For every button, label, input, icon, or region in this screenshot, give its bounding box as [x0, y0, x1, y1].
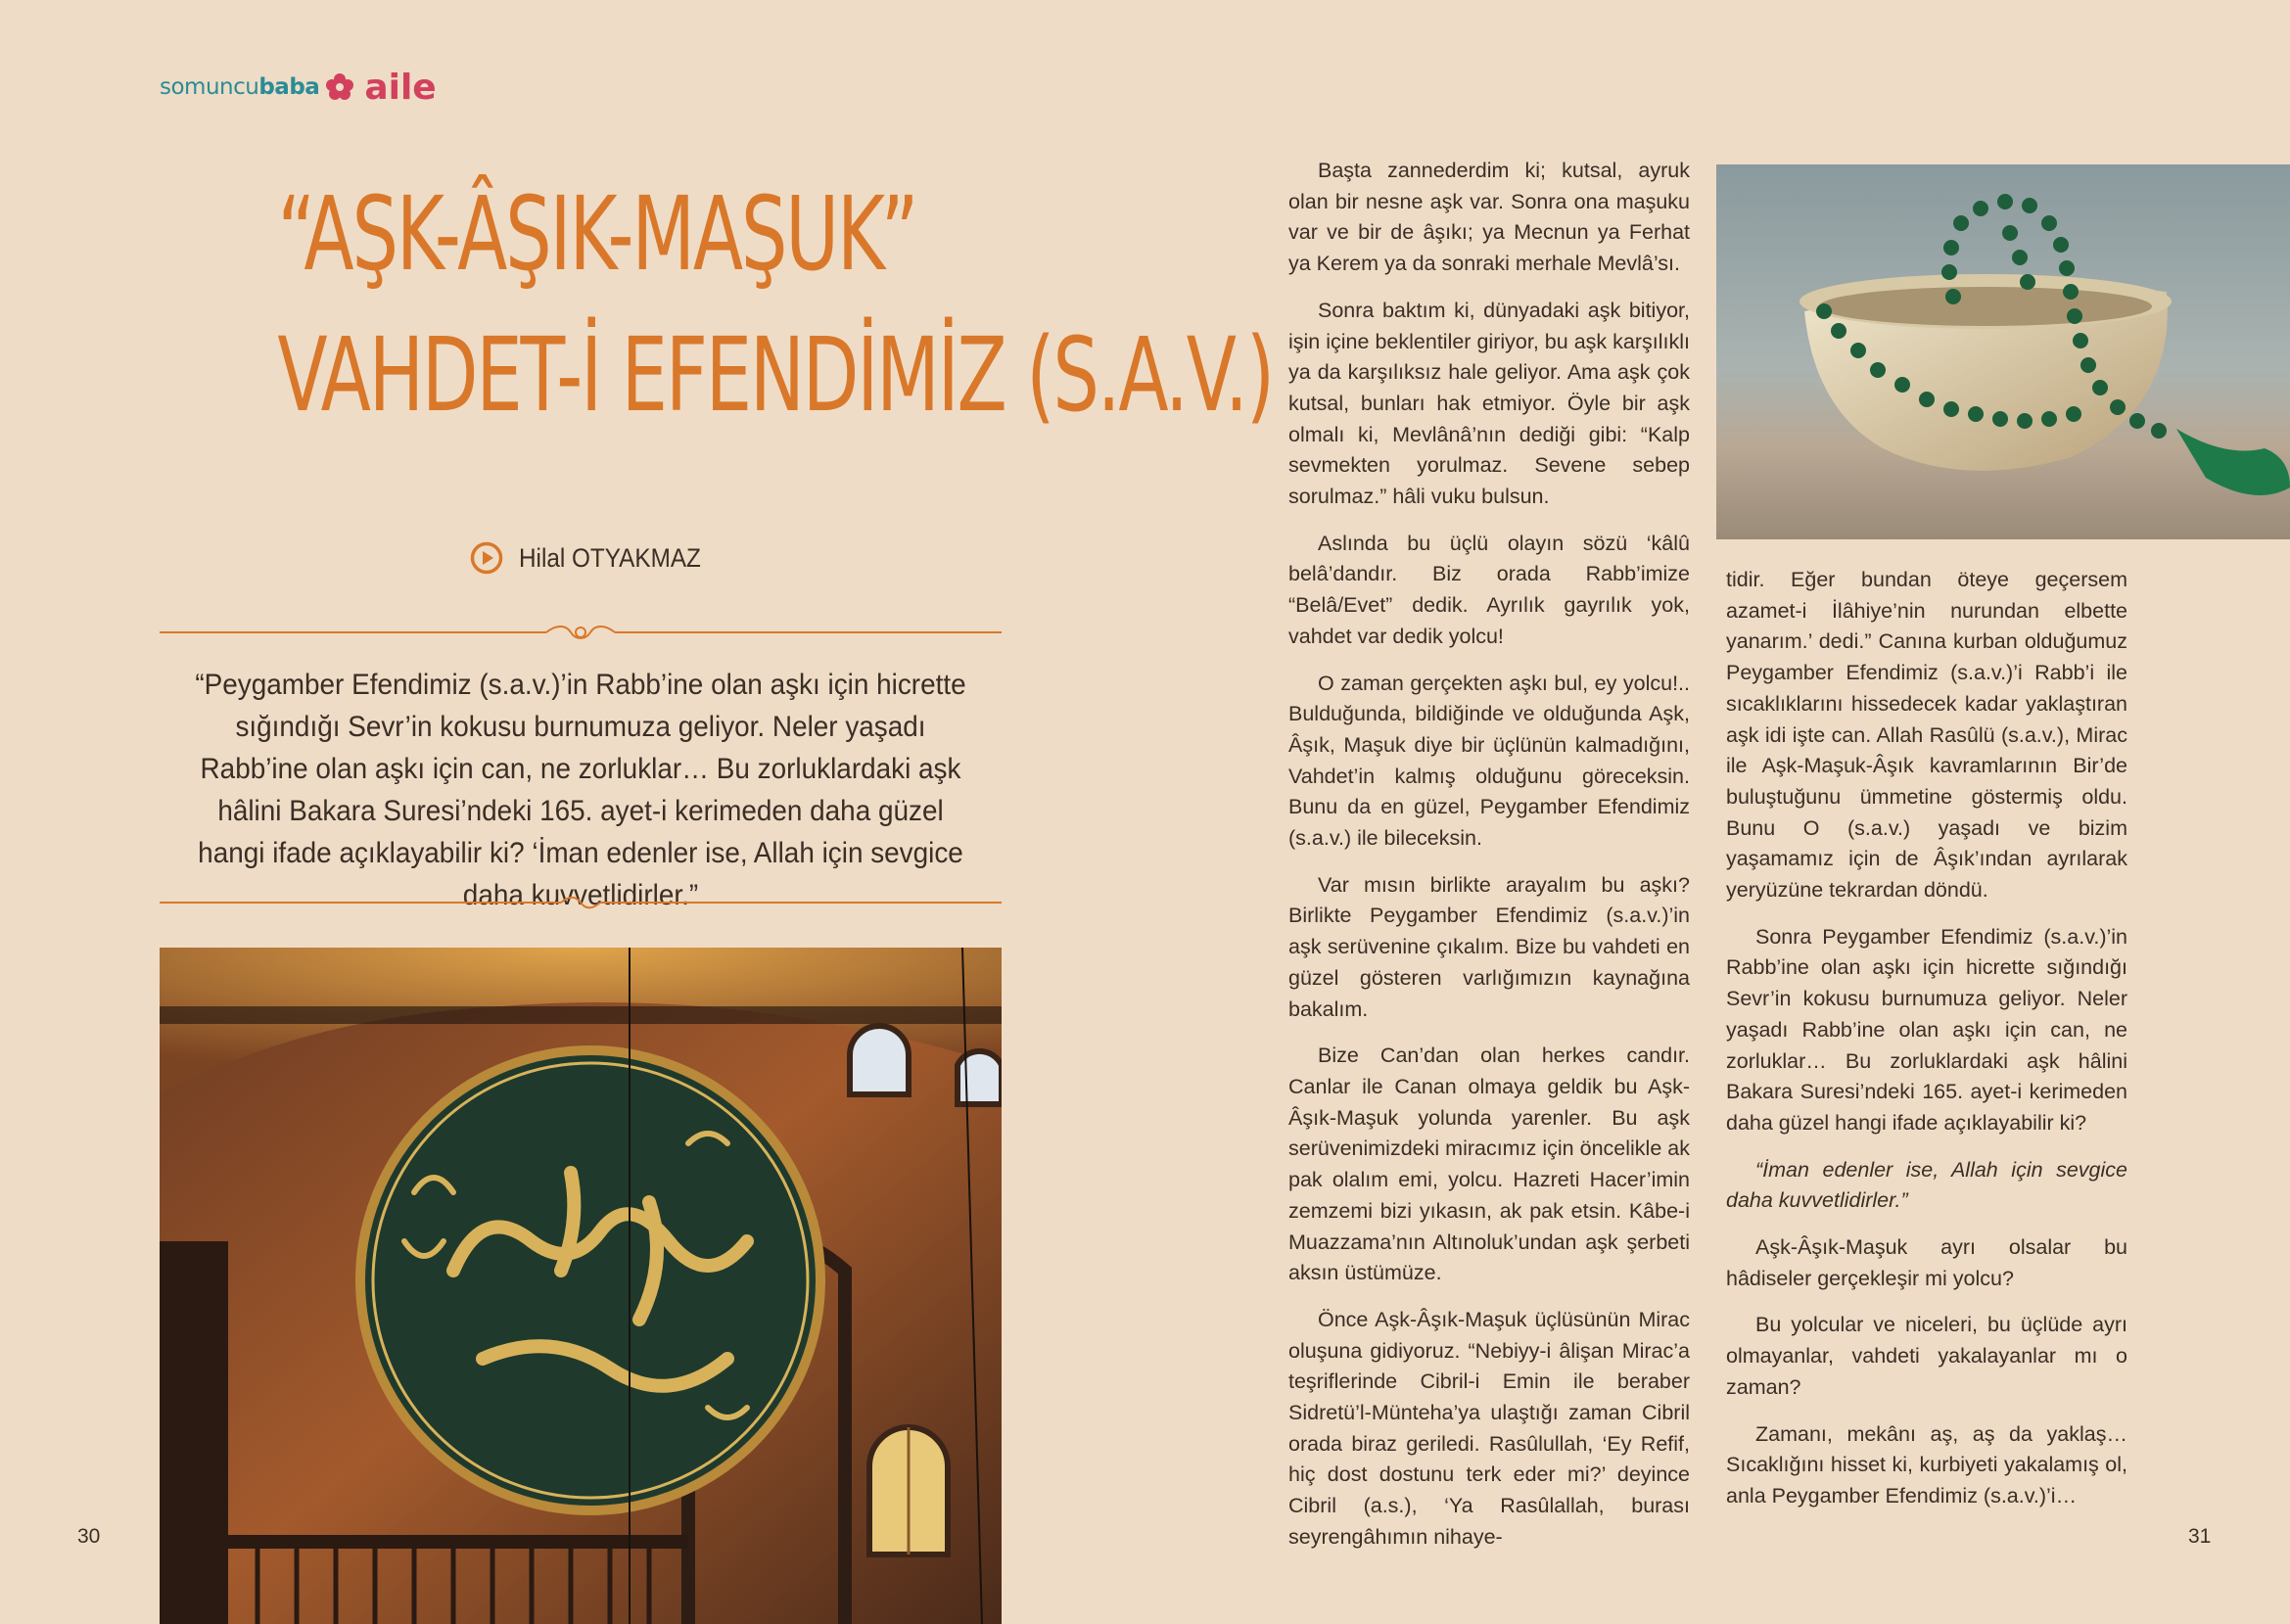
logo-text-somuncu: somuncu [160, 74, 259, 100]
logo-text-baba: baba [258, 74, 320, 100]
paragraph: Önce Aşk-Âşık-Maşuk üçlüsünün Mirac oluşuna gidiyoruz. “Nebiyy-i âlişan Mirac’a teşriflerinde Cibril-i Emin ile beraber Sidretü’l-Münteha’ya ulaştığı zaman Cibril orada biraz geriledi. Rasûlullah, ‘Ey Refif, hiç dost dostunu terk eder mi?’ deyince Cibril (a.s.), ‘Ya Rasûlallah, burası seyrengâhımın nihaye- [1288, 1307, 1690, 1549]
ornament-divider-bottom [160, 893, 1002, 912]
page-number-left: 30 [77, 1525, 101, 1548]
magazine-logo [160, 67, 437, 108]
paragraph: Bize Can’dan olan herkes candır. Canlar ile Canan olmaya geldik bu Aşk-Âşık-Maşuk yolunda yarenler. Bu aşk serüvenimizdeki miracımız için öncelikle ak pak olalım emi, yolcu. Hazreti Hacer’imin zemzemi bizi yıkasın, ak pak etsin. Kâbe-i Muazzama’nın Altınoluk’undan aşk şerbeti aksın üstümüze. [1288, 1044, 1690, 1285]
article-title-line-1: “AŞK-ÂŞIK-MAŞUK” [277, 174, 917, 294]
pull-quote: “Peygamber Efendimiz (s.a.v.)’in Rabb’ine olan aşkı için hicrette sığındığı Sevr’in kokusu burnumuza geliyor. Neler yaşadı Rabb’ine olan aşkı için can, ne zorluklar… Bu zorluklardaki aşk hâlini Bakara Suresi’ndeki 165. ayet-i kerimeden daha güzel hangi ifade açıklayabilir ki? ‘İman edenler ise, Allah için sevgice daha kuvvetlidirler.” [195, 669, 966, 911]
author-byline [470, 541, 722, 575]
flower-icon [325, 72, 354, 102]
body-text-column-2 [1726, 565, 2127, 1528]
italic-quote-paragraph: “İman edenler ise, Allah için sevgice daha kuvvetlidirler.” [1726, 1157, 2127, 1213]
paragraph-continuation: tidir. Eğer bundan öteye geçersem azamet-i İlâhiye’nin nurundan elbette yanarım.’ dedi.” Canına kurban olduğumuz Peygamber Efendimiz (s.a.v.)’i Rabb’i ile sıcaklıklarını hissedecek kadar yaklaştıran aşk idi işte can. Allah Rasûlü (s.a.v.), Mirac ile Aşk-Maşuk-Âşık kavramlarının Bir’de buluştuğunu ümmetine göstermiş oldu. Bunu O (s.a.v.) yaşadı ve bizim yaşamamız için de Âşık’ından ayrılarak yeryüzüne tekrardan döndü. [1726, 568, 2127, 903]
paragraph: Aslında bu üçlü olayın sözü ‘kâlû belâ’dandır. Biz orada Rabb’imize “Belâ/Evet” dedik. Ayrılık gayrılık yok, vahdet var dedik yolcu! [1288, 531, 1690, 648]
paragraph: Sonra Peygamber Efendimiz (s.a.v.)’in Rabb’ine olan aşkı için hicrette sığındığı Sevr’in kokusu burnumuza geliyor. Neler yaşadı Rabb’ine olan aşkı için can, ne zorluklar… Bu zorluklardaki aşk hâlini Bakara Suresi’ndeki 165. ayet-i kerimeden daha güzel hangi ifade açıklayabilir ki? [1726, 924, 2127, 1135]
paragraph: O zaman gerçekten aşkı bul, ey yolcu!.. Bulduğunda, bildiğinde ve olduğunda Aşk, Âşık, Maşuk diye bir üçlünün kalmadığını, Vahdet’in kalmış olduğunu göreceksin. Bunu da en güzel, Peygamber Efendimiz (s.a.v.) ile bileceksin. [1288, 671, 1690, 851]
paragraph: Sonra baktım ki, dünyadaki aşk bitiyor, işin içine beklentiler giriyor, bu aşk karşılıklı ya da karşılıksız hale geliyor. Ama aşk çok kutsal, bunları hak etmiyor. Öyle bir aşk olmalı ki, Mevlânâ’nın dediği gibi: “Kalp sevmekten yorulmaz. Sevene sebep sorulmaz.” hâli vuku bulsun. [1288, 298, 1690, 509]
paragraph: Bu yolcular ve niceleri, bu üçlüde ayrı olmayanlar, vahdeti yakalayanlar mı o zaman? [1726, 1313, 2127, 1399]
prayer-beads-bowl-image [1716, 164, 2290, 539]
article-title-line-2: VAHDET-İ EFENDİMİZ (S.A.V.) [277, 315, 1273, 435]
paragraph: Zamanı, mekânı aş, aş da yaklaş… Sıcaklığını hisset ki, kurbiyeti yakalamış ol, anla Peygamber Efendimiz (s.a.v.)’i… [1726, 1421, 2127, 1508]
paragraph: Var mısın birlikte arayalım bu aşkı? Birlikte Peygamber Efendimiz (s.a.v.)’in aşk serüvenine çıkalım. Bize bu vahdeti en güzel gösteren varlığımızın kaynağına bakalım. [1288, 872, 1690, 1021]
paragraph: Başta zannederdim ki; kutsal, ayruk olan bir nesne aşk var. Sonra ona maşuku var ve bir de âşıkı; ya Mecnun ya Ferhat ya Kerem ya da sonraki merhale Mevlâ’sı. [1288, 159, 1690, 276]
body-text-column-1 [1288, 156, 1690, 1569]
paragraph: Aşk-Âşık-Maşuk ayrı olsalar bu hâdiseler gerçekleşir mi yolcu? [1726, 1235, 2127, 1290]
ornament-divider-top [160, 623, 1002, 642]
page-number-right: 31 [2188, 1525, 2212, 1548]
mosque-interior-image [160, 948, 1002, 1624]
author-name: Hilal OTYAKMAZ [519, 542, 701, 573]
logo-text-aile: aile [364, 67, 437, 108]
play-circle-icon [470, 541, 503, 575]
